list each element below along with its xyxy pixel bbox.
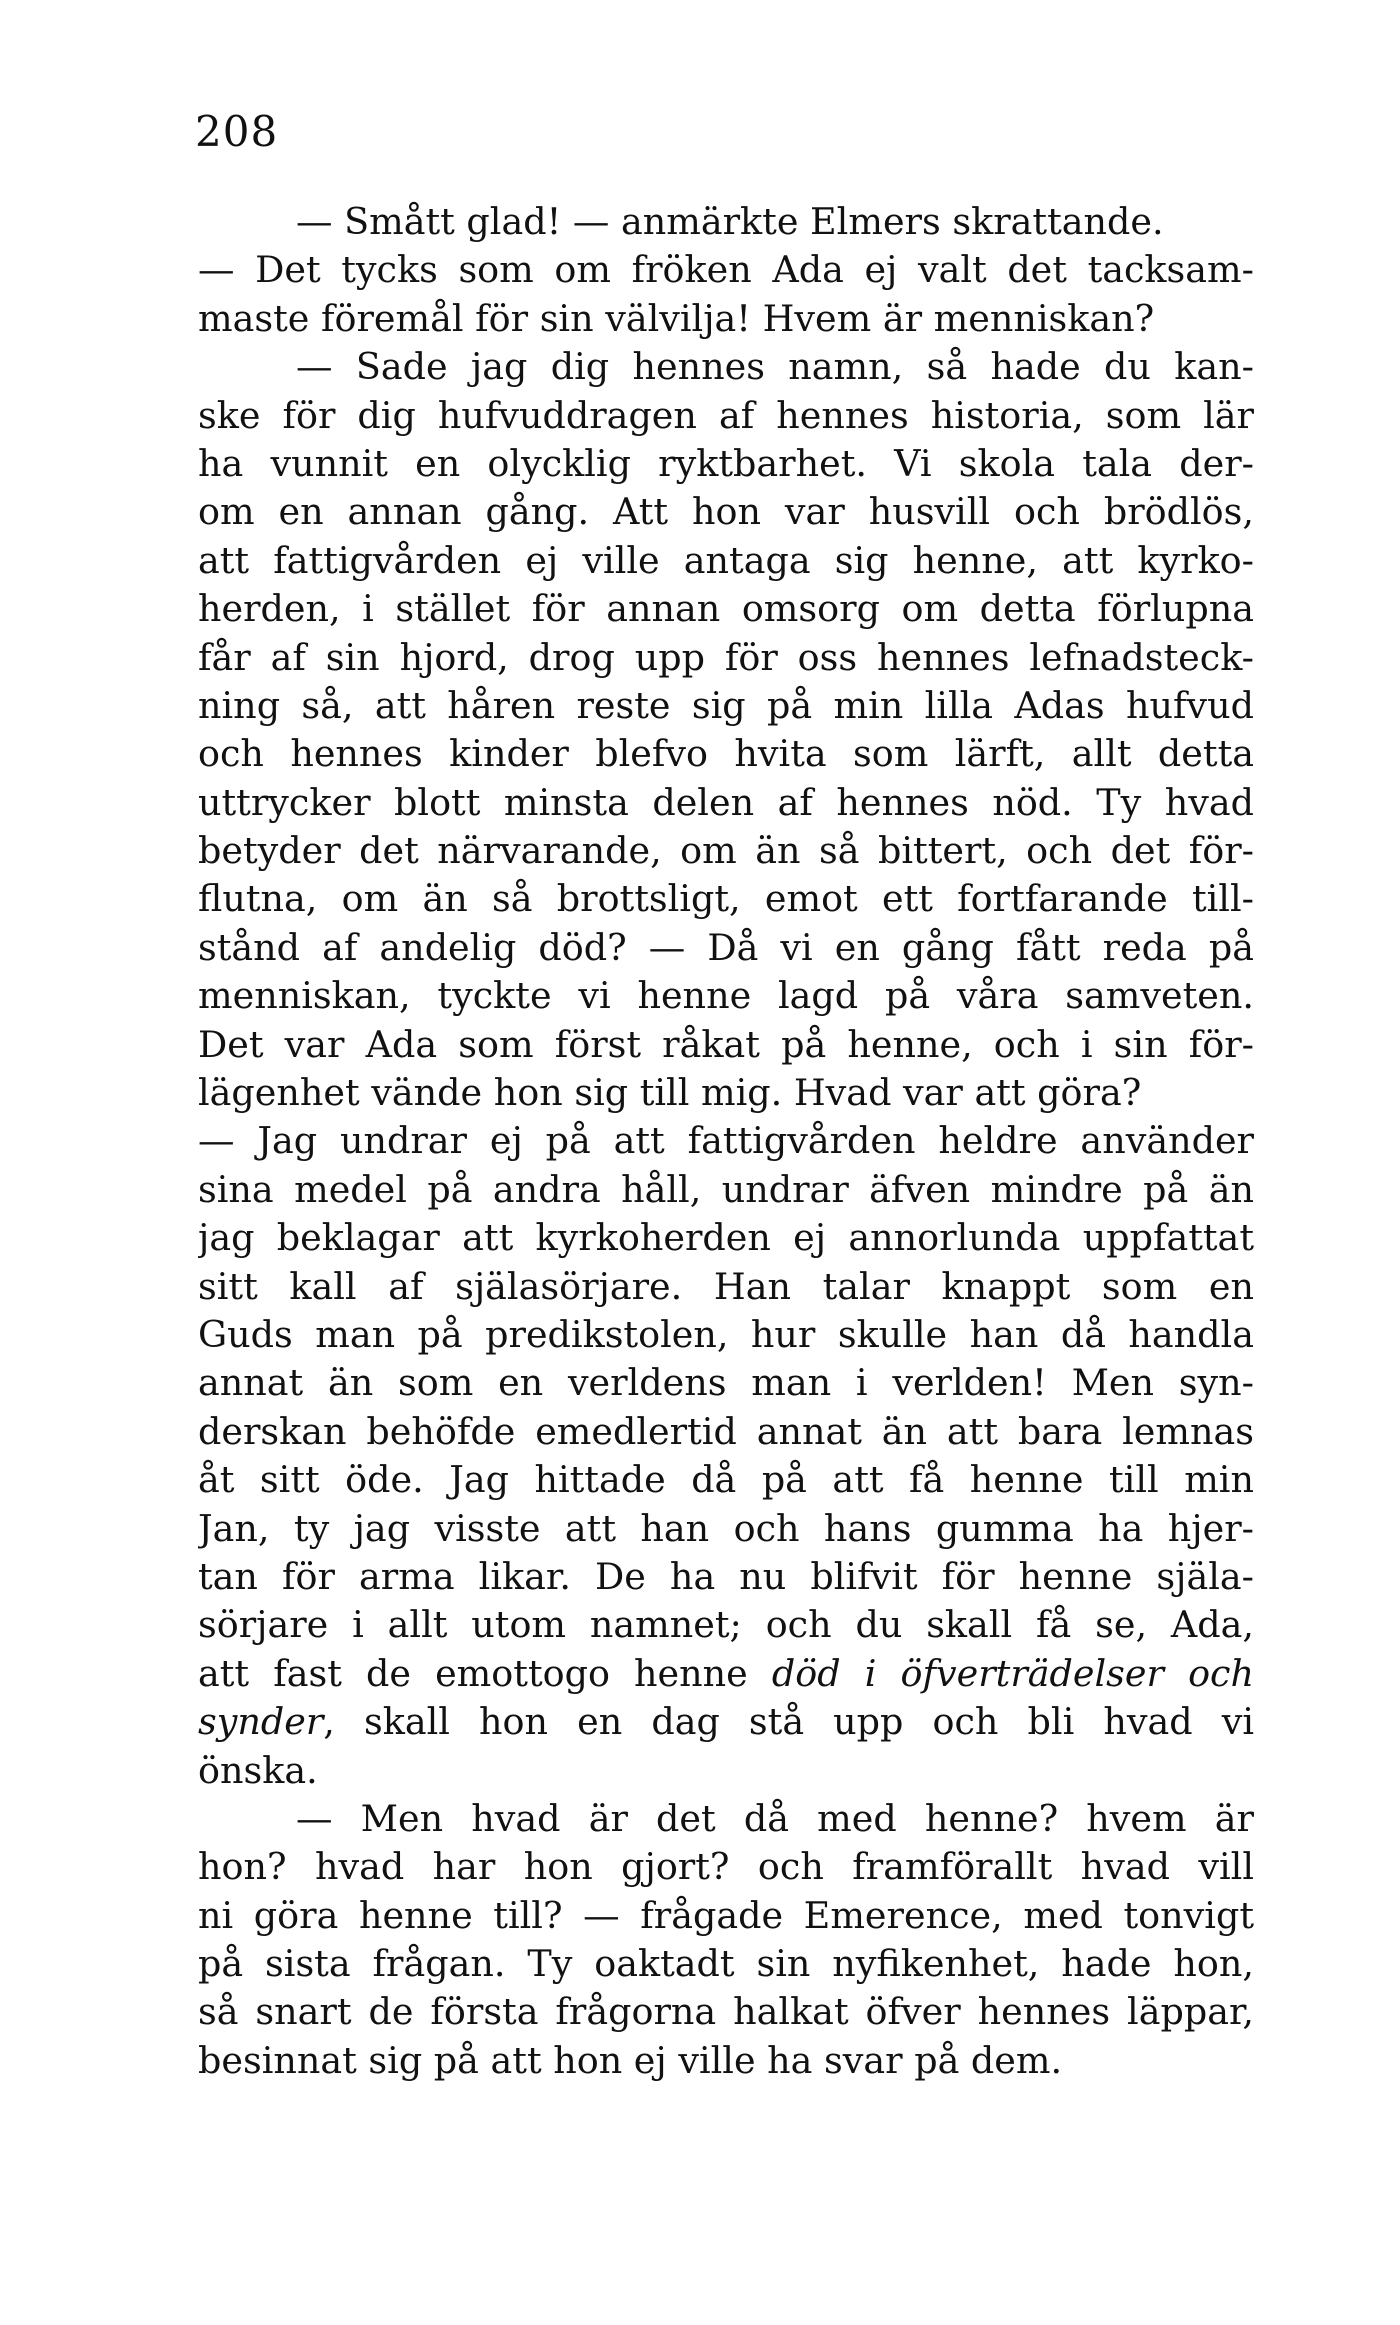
text-line: lägenhet vände hon sig till mig. Hvad var att göra? (198, 1071, 1142, 1115)
text-line: Guds man på predikstolen, hur skulle han då handla (198, 1312, 1254, 1356)
text-line (198, 1698, 1254, 1746)
text-line: Jan, ty jag visste att han och hans gumma ha hjer- (198, 1506, 1254, 1550)
text-line: sina medel på andra håll, undrar äfven mindre på än (198, 1167, 1254, 1211)
text-line: — Sade jag dig hennes namn, så hade du kan- (296, 345, 1254, 389)
text-span: , skall hon en dag stå upp och bli hvad vi (323, 1700, 1254, 1744)
text-line: jag beklagar att kyrkoherden ej annorlunda uppfattat (198, 1216, 1254, 1260)
text-line: Det var Ada som först råkat på henne, och i sin för- (198, 1022, 1254, 1066)
text-line: ske för dig hufvuddragen af hennes historia, som lär (198, 393, 1254, 437)
text-line: derskan behöfde emedlertid annat än att bara lemnas (198, 1409, 1254, 1453)
text-line: på sista frågan. Ty oaktadt sin nyfikenhet, hade hon, (198, 1942, 1254, 1986)
text-line (198, 1650, 1254, 1698)
text-line: ha vunnit en olycklig ryktbarhet. Vi skola tala der- (198, 441, 1254, 485)
text-line: sörjare i allt utom namnet; och du skall få se, Ada, (198, 1603, 1254, 1647)
text-line: flutna, om än så brottsligt, emot ett fortfarande till- (198, 877, 1254, 921)
text-span: att fast de emottogo henne (198, 1651, 772, 1695)
text-line: sitt kall af själasörjare. Han talar knappt som en (198, 1264, 1254, 1308)
text-line: besinnat sig på att hon ej ville ha svar på dem. (198, 2038, 1063, 2082)
text-line: uttrycker blott minsta delen af hennes nöd. Ty hvad (198, 780, 1254, 824)
text-line: ning så, att håren reste sig på min lilla Adas hufvud (198, 683, 1254, 727)
italic-text: död i öfverträdelser och (771, 1651, 1254, 1695)
text-line: hon? hvad har hon gjort? och framförallt hvad vill (198, 1845, 1254, 1889)
text-line: betyder det närvarande, om än så bittert, och det för- (198, 829, 1254, 873)
text-line: önska. (198, 1748, 318, 1792)
text-line: — Men hvad är det då med henne? hvem är (296, 1796, 1254, 1840)
text-line: ni göra henne till? — frågade Emerence, med tonvigt (198, 1893, 1254, 1937)
text-line: — Det tycks som om fröken Ada ej valt det tacksam- (198, 248, 1254, 292)
text-line: maste föremål för sin välvilja! Hvem är menniskan? (198, 296, 1155, 340)
text-line: att fattigvården ej ville antaga sig henne, att kyrko- (198, 538, 1254, 582)
text-line: åt sitt öde. Jag hittade då på att få henne till min (198, 1458, 1254, 1502)
text-line: stånd af andelig död? — Då vi en gång fått reda på (198, 925, 1254, 969)
text-line: tan för arma likar. De ha nu blifvit för henne själa- (198, 1554, 1254, 1598)
text-line: annat än som en verldens man i verlden! Men syn- (198, 1361, 1254, 1405)
text-line: och hennes kinder blefvo hvita som lärft, allt detta (198, 732, 1254, 776)
text-line: om en annan gång. Att hon var husvill och brödlös, (198, 490, 1254, 534)
page-number: 208 (195, 107, 279, 156)
body-text (198, 198, 1254, 2085)
text-line: — Jag undrar ej på att fattigvården heldre använder (198, 1119, 1254, 1163)
text-line: herden, i stället för annan omsorg om detta förlupna (198, 587, 1254, 631)
text-line: får af sin hjord, drog upp för oss hennes lefnadsteck- (198, 635, 1254, 679)
text-line: — Smått glad! — anmärkte Elmers skrattande. (296, 200, 1164, 243)
text-line: så snart de första frågorna halkat öfver hennes läppar, (198, 1990, 1254, 2034)
text-line: menniskan, tyckte vi henne lagd på våra samveten. (198, 974, 1254, 1018)
italic-text: synder (198, 1700, 324, 1744)
